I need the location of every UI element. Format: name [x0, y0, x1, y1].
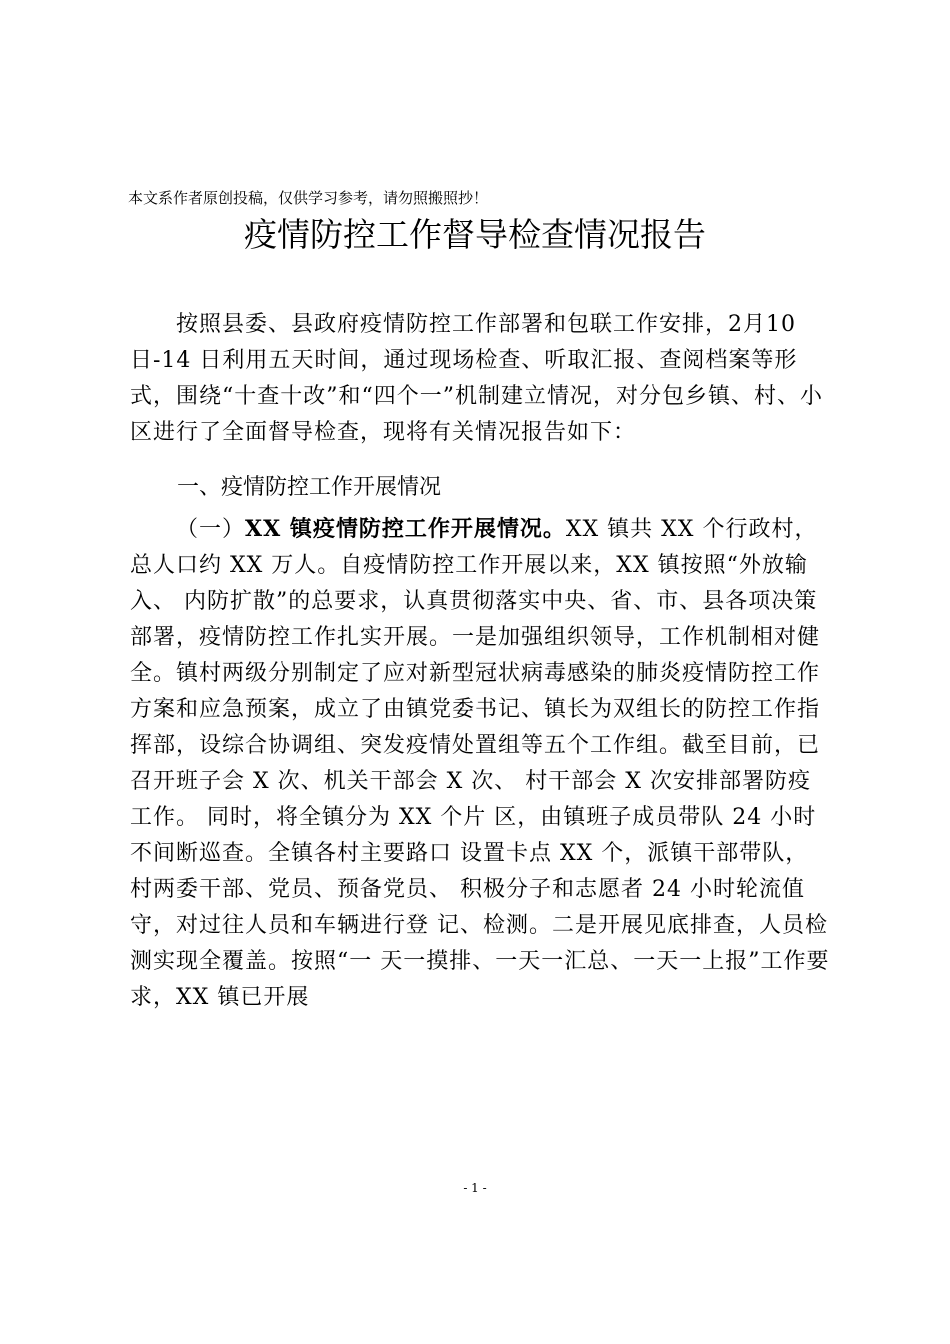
subsection-title: XX 镇疫情防控工作开展情况。 — [245, 516, 566, 542]
subsection-body: XX 镇共 XX 个行政村，总人口约 XX 万人。自疫情防控工作开展以来，XX 镇按照“外放输入、 内防扩散”的总要求，认真贯彻落实中央、省、市、县各项决策部署，疫情防控工作扎实开展。一是加强组织领导，工作机制相对健全。镇村两级分别制定了应对新型冠状病毒感染的肺炎疫情防控工作方案和应急预案，成立了由镇党委书记、镇长为双组长的防控工作指挥部，设综合协调组、突发疫情处置组等五个工作组。截至目前，已召开班子会 X 次、机关干部会 X 次、 村干部会 X 次安排部署防疫工作。 同时，将全镇分为 XX 个片 区，由镇班子成员带队 24 小时不间断巡查。全镇各村主要路口 设置卡点 XX 个，派镇干部带队，村两委干部、党员、预备党员、 积极分子和志愿者 24 小时轮流值守，对过往人员和车辆进行登 记、检测。二是开展见底排查，人员检测实现全覆盖。按照“一 天一摸排、一天一汇总、一天一上报”工作要求，XX 镇已开展 — [130, 517, 830, 1010]
page-number: - 1 - — [463, 1181, 487, 1195]
section-heading: 一、疫情防控工作开展情况 — [177, 475, 442, 500]
section-paragraph — [130, 511, 830, 1016]
copyright-notice: 本文系作者原创投稿，仅供学习参考，请勿照搬照抄！ — [128, 189, 489, 207]
subsection-number: （一） — [176, 517, 246, 542]
intro-paragraph: 按照县委、县政府疫情防控工作部署和包联工作安排，2月10 日-14 日利用五天时间，通过现场检查、听取汇报、查阅档案等形式，围绕“十查十改”和“四个一”机制建立情况，对分包乡镇、村、小区进行了全面督导检查，现将有关情况报告如下： — [130, 312, 823, 445]
document-title: 疫情防控工作督导检查情况报告 — [244, 215, 706, 254]
